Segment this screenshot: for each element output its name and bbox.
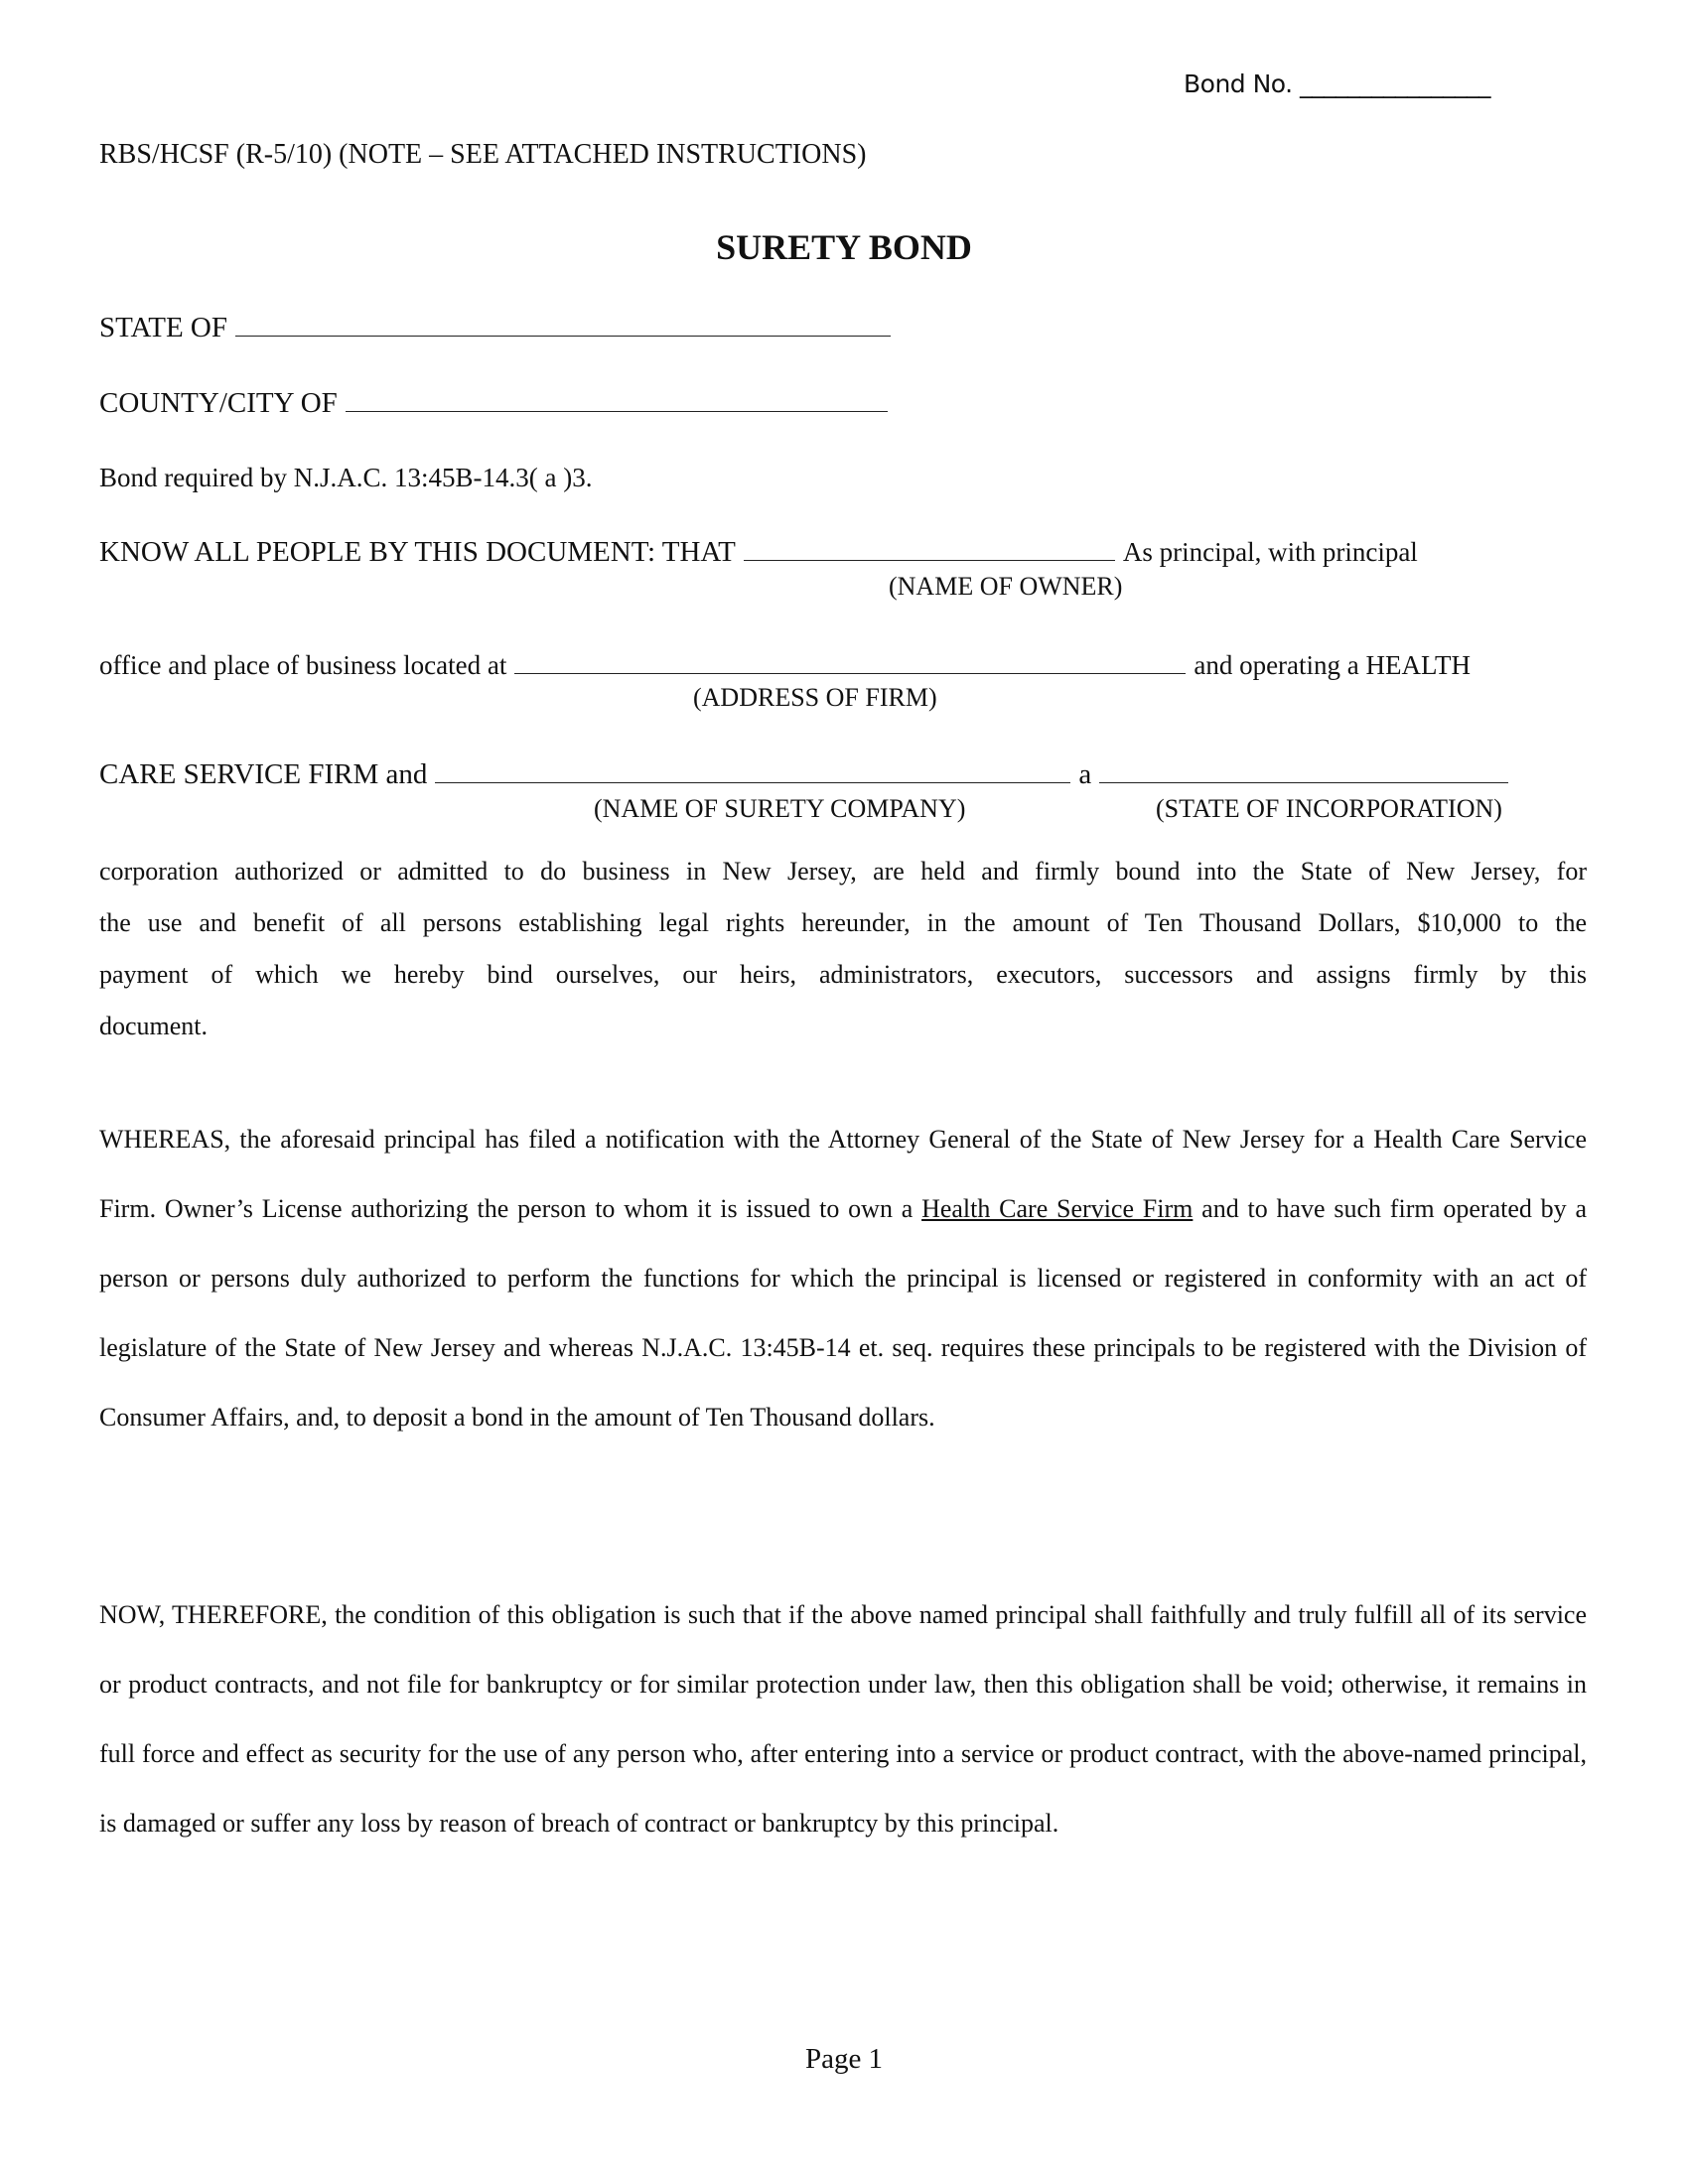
health-care-service-firm-link: Health Care Service Firm — [921, 1194, 1194, 1223]
binding-line: corporation authorized or admitted to do business in New Jersey, are held and firmly bound into the State of New Jersey, for — [99, 857, 1587, 886]
address-input[interactable] — [514, 647, 1186, 674]
know-all-row — [99, 534, 1418, 569]
surety-company-input[interactable] — [435, 756, 1070, 783]
office-label: office and place of business located at — [99, 650, 507, 680]
binding-line: payment of which we hereby bind ourselves, our heirs, administrators, executors, successors and assigns firmly by this — [99, 960, 1587, 989]
as-principal-text: As principal, with principal — [1122, 537, 1418, 567]
a-text: a — [1078, 758, 1092, 790]
county-row — [99, 385, 896, 420]
know-all-label: KNOW ALL PEOPLE BY THIS DOCUMENT: THAT — [99, 536, 736, 568]
care-service-label: CARE SERVICE FIRM and — [99, 758, 428, 790]
state-incorporation-caption: (STATE OF INCORPORATION) — [1156, 794, 1502, 823]
paragraph-whereas — [99, 1105, 1587, 1452]
bond-number-field[interactable]: Bond No. ________________ — [1184, 69, 1491, 98]
page-title: SURETY BOND — [716, 227, 972, 267]
county-input[interactable] — [346, 385, 888, 412]
binding-line: document. — [99, 1012, 209, 1040]
now-therefore-text: NOW, THEREFORE, the condition of this obligation is such that if the above named principal shall faithfully and truly fulfill all of its service or product contracts, and not file for bankruptcy or for similar protection under law, then this obligation shall be void; otherwise, it remains in full force and effect as security for the use of any person who, after entering into a service or product contract, with the above-named principal, is damaged or suffer any loss by reason of breach of contract or bankruptcy by this principal. — [99, 1600, 1587, 1838]
owner-name-caption: (NAME OF OWNER) — [889, 572, 1123, 601]
address-caption: (ADDRESS OF FIRM) — [693, 683, 937, 712]
paragraph-now-therefore — [99, 1580, 1587, 1858]
state-row — [99, 310, 899, 344]
surety-company-caption: (NAME OF SURETY COMPANY) — [594, 794, 966, 823]
state-input[interactable] — [235, 310, 891, 337]
bond-required-text: Bond required by N.J.A.C. 13:45B-14.3( a )3. — [99, 463, 593, 492]
state-label: STATE OF — [99, 312, 227, 343]
office-row — [99, 647, 1471, 681]
paragraph-binding — [99, 846, 1587, 1052]
binding-line: the use and benefit of all persons establishing legal rights hereunder, in the amount of Ten Thousand Dollars, $10,000 to the — [99, 908, 1587, 937]
county-label: COUNTY/CITY OF — [99, 387, 338, 419]
state-incorporation-input[interactable] — [1099, 756, 1508, 783]
owner-name-input[interactable] — [744, 534, 1115, 561]
operating-text: and operating a HEALTH — [1194, 650, 1472, 680]
page-number: Page 1 — [804, 2043, 884, 2075]
whereas-text-a: WHEREAS, the aforesaid principal has filed a notification with the Attorney General of the State of New Jersey for a Health Care Service Firm. Owner’s License authorizing the person to whom it is issued to own a — [99, 1125, 1587, 1223]
form-id: RBS/HCSF (R-5/10) (NOTE – SEE ATTACHED INSTRUCTIONS) — [99, 139, 867, 170]
whereas-text-b: and to have such firm operated by a person or persons duly authorized to perform the functions for which the principal is licensed or registered in conformity with an act of legislature of the State of New Jersey and whereas N.J.A.C. 13:45B-14 et. seq. requires these principals to be registered with the Division of Consumer Affairs, and, to deposit a bond in the amount of Ten Thousand dollars. — [99, 1194, 1587, 1432]
care-service-row — [99, 756, 1516, 791]
